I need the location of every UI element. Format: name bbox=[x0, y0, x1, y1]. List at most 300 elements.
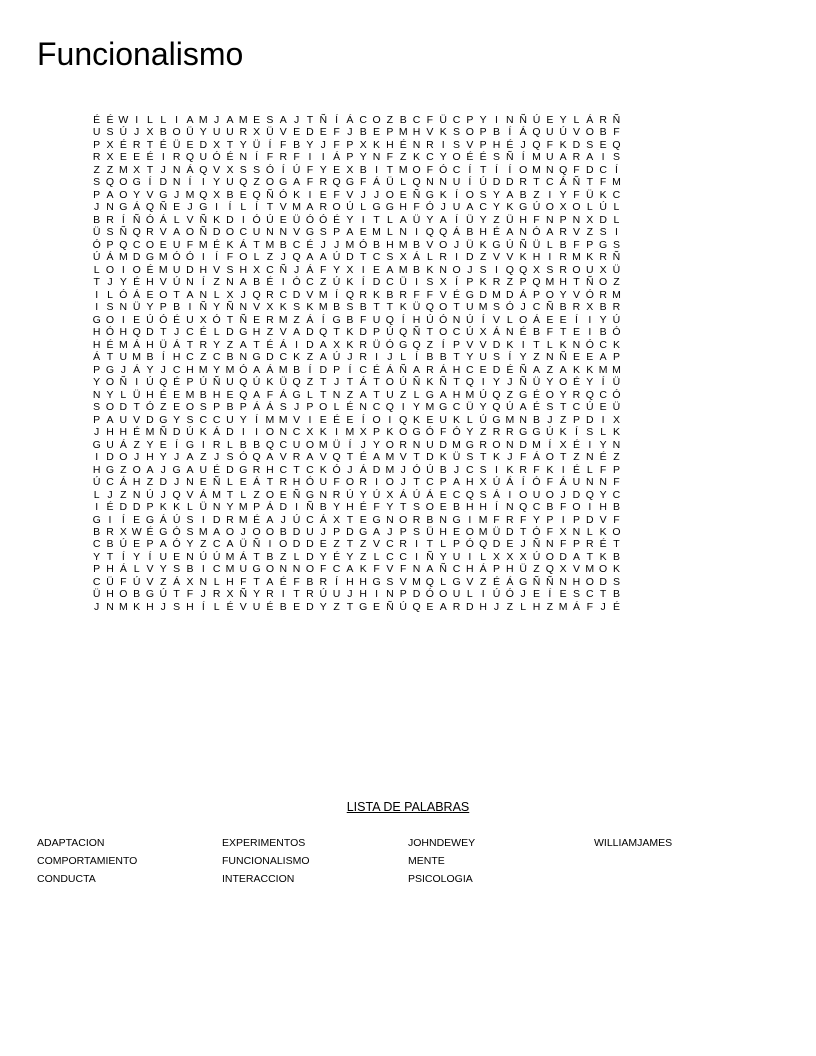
grid-letter: O bbox=[159, 288, 168, 301]
grid-letter: T bbox=[346, 513, 354, 526]
grid-letter: C bbox=[586, 588, 594, 601]
grid-letter: L bbox=[400, 176, 407, 189]
grid-letter: V bbox=[133, 413, 141, 426]
grid-letter: Í bbox=[615, 163, 618, 176]
grid-letter: Q bbox=[519, 263, 528, 276]
grid-letter: M bbox=[118, 600, 128, 613]
grid-letter: É bbox=[266, 276, 274, 289]
grid-letter: X bbox=[146, 126, 154, 139]
grid-letter: É bbox=[493, 575, 501, 588]
grid-letter: Ú bbox=[399, 376, 407, 389]
grid-letter: Í bbox=[548, 588, 552, 601]
grid-letter: É bbox=[146, 525, 154, 538]
grid-letter: L bbox=[546, 238, 553, 251]
grid-letter: J bbox=[107, 488, 113, 501]
grid-letter: Q bbox=[559, 163, 568, 176]
grid-letter: F bbox=[546, 138, 554, 151]
grid-letter: R bbox=[92, 151, 101, 164]
grid-letter: R bbox=[332, 488, 341, 501]
grid-letter: B bbox=[319, 501, 327, 514]
grid-letter: C bbox=[212, 563, 221, 576]
grid-letter: Ñ bbox=[546, 575, 554, 588]
grid-letter: K bbox=[173, 501, 181, 514]
grid-letter: Á bbox=[279, 338, 287, 351]
grid-letter: T bbox=[559, 401, 567, 414]
grid-row bbox=[90, 439, 730, 451]
grid-letter: M bbox=[198, 363, 208, 376]
grid-letter: F bbox=[280, 138, 287, 151]
grid-letter: Ó bbox=[212, 313, 221, 326]
grid-letter: Y bbox=[559, 188, 567, 201]
grid-letter: Z bbox=[546, 363, 554, 376]
grid-letter: I bbox=[481, 376, 485, 389]
grid-letter: Ú bbox=[479, 388, 487, 401]
grid-letter: Q bbox=[239, 176, 248, 189]
grid-letter: R bbox=[319, 201, 328, 214]
grid-letter: B bbox=[359, 301, 367, 314]
grid-letter: Z bbox=[333, 538, 340, 551]
grid-letter: Ü bbox=[132, 388, 141, 401]
grid-letter: L bbox=[240, 488, 247, 501]
grid-letter: G bbox=[452, 575, 461, 588]
grid-letter: Q bbox=[612, 138, 621, 151]
grid-letter: E bbox=[119, 151, 127, 164]
grid-letter: M bbox=[398, 263, 408, 276]
grid-letter: Q bbox=[385, 313, 394, 326]
grid-letter: Z bbox=[493, 213, 500, 226]
grid-letter: É bbox=[612, 600, 620, 613]
grid-letter: S bbox=[586, 138, 594, 151]
word-list-item: COMPORTAMIENTO bbox=[37, 855, 138, 867]
grid-letter: Í bbox=[188, 176, 192, 189]
grid-letter: Á bbox=[532, 313, 540, 326]
grid-letter: É bbox=[279, 575, 287, 588]
grid-letter: Y bbox=[159, 563, 167, 576]
grid-letter: Z bbox=[293, 313, 300, 326]
grid-letter: F bbox=[360, 313, 367, 326]
grid-letter: Ñ bbox=[519, 376, 527, 389]
grid-letter: O bbox=[572, 263, 581, 276]
grid-letter: L bbox=[213, 288, 220, 301]
grid-letter: O bbox=[185, 401, 195, 414]
grid-letter: A bbox=[106, 188, 114, 201]
grid-letter: I bbox=[375, 476, 379, 489]
grid-letter: O bbox=[492, 438, 501, 451]
grid-letter: X bbox=[399, 251, 407, 264]
grid-letter: J bbox=[440, 201, 446, 214]
grid-letter: X bbox=[599, 263, 607, 276]
grid-letter: Y bbox=[106, 388, 114, 401]
grid-letter: L bbox=[147, 114, 153, 126]
grid-letter: K bbox=[279, 301, 287, 314]
grid-letter: I bbox=[468, 550, 472, 563]
grid-letter: X bbox=[253, 126, 261, 139]
grid-letter: Ñ bbox=[412, 326, 421, 339]
grid-letter: M bbox=[185, 188, 195, 201]
grid-letter: P bbox=[612, 463, 620, 476]
grid-letter: T bbox=[226, 488, 234, 501]
grid-letter: Q bbox=[465, 376, 474, 389]
grid-letter: P bbox=[466, 114, 474, 126]
grid-letter: E bbox=[186, 138, 194, 151]
grid-letter: I bbox=[481, 588, 485, 601]
grid-letter: Ú bbox=[319, 588, 328, 601]
grid-letter: B bbox=[199, 388, 207, 401]
grid-letter: É bbox=[253, 513, 261, 526]
grid-letter: T bbox=[413, 476, 420, 489]
grid-letter: A bbox=[226, 114, 234, 126]
grid-letter: F bbox=[426, 114, 434, 126]
grid-letter: K bbox=[359, 563, 367, 576]
grid-letter: U bbox=[226, 413, 234, 426]
grid-letter: Á bbox=[133, 338, 141, 351]
grid-letter: T bbox=[293, 463, 300, 476]
grid-letter: Ñ bbox=[212, 476, 221, 489]
grid-letter: Z bbox=[320, 276, 327, 289]
grid-letter: T bbox=[453, 376, 460, 389]
grid-letter: T bbox=[186, 338, 194, 351]
grid-letter: Ü bbox=[199, 501, 208, 514]
grid-letter: R bbox=[479, 438, 487, 451]
grid-letter: Q bbox=[319, 326, 328, 339]
grid-letter: H bbox=[146, 388, 154, 401]
grid-letter: G bbox=[292, 388, 301, 401]
grid-letter: Q bbox=[105, 176, 115, 189]
grid-letter: Y bbox=[479, 401, 487, 414]
grid-letter: E bbox=[453, 525, 461, 538]
grid-letter: Ñ bbox=[199, 301, 208, 314]
grid-letter: O bbox=[372, 413, 381, 426]
grid-letter: L bbox=[93, 488, 100, 501]
grid-letter: G bbox=[145, 251, 155, 264]
grid-letter: Ñ bbox=[132, 213, 141, 226]
grid-letter: K bbox=[426, 376, 434, 389]
grid-letter: B bbox=[93, 213, 101, 226]
grid-letter: K bbox=[479, 276, 487, 289]
grid-letter: N bbox=[519, 413, 527, 426]
word-list-item: JOHNDEWEY bbox=[408, 837, 476, 849]
grid-letter: O bbox=[612, 525, 621, 538]
grid-letter: M bbox=[238, 501, 248, 514]
grid-letter: C bbox=[306, 513, 314, 526]
grid-letter: T bbox=[373, 388, 380, 401]
grid-letter: H bbox=[572, 575, 581, 588]
grid-letter: C bbox=[279, 351, 288, 364]
grid-letter: K bbox=[506, 463, 514, 476]
grid-letter: A bbox=[306, 201, 314, 214]
grid-letter: Ú bbox=[466, 326, 474, 339]
grid-letter: C bbox=[532, 301, 541, 314]
grid-letter: F bbox=[546, 476, 554, 489]
grid-letter: O bbox=[439, 326, 448, 339]
grid-letter: K bbox=[599, 550, 607, 563]
grid-letter: H bbox=[466, 501, 474, 514]
grid-letter: R bbox=[212, 438, 221, 451]
grid-letter: H bbox=[452, 363, 461, 376]
grid-letter: Z bbox=[160, 575, 167, 588]
grid-letter: Y bbox=[346, 550, 354, 563]
grid-letter: Ó bbox=[172, 525, 181, 538]
grid-letter: Ó bbox=[505, 301, 514, 314]
grid-letter: A bbox=[186, 463, 194, 476]
grid-letter: Q bbox=[132, 326, 141, 339]
grid-letter: I bbox=[415, 538, 418, 551]
grid-letter: D bbox=[212, 513, 221, 526]
grid-letter: D bbox=[506, 525, 514, 538]
grid-letter: Ñ bbox=[586, 276, 594, 289]
grid-letter: L bbox=[160, 114, 167, 126]
grid-letter: E bbox=[293, 600, 301, 613]
grid-letter: V bbox=[279, 451, 287, 464]
grid-letter: T bbox=[320, 388, 327, 401]
grid-letter: E bbox=[426, 413, 434, 426]
grid-letter: Ñ bbox=[612, 251, 621, 264]
grid-letter: É bbox=[333, 213, 341, 226]
grid-letter: E bbox=[253, 114, 261, 126]
grid-row bbox=[90, 601, 730, 613]
grid-letter: C bbox=[212, 413, 221, 426]
grid-letter: Z bbox=[360, 538, 367, 551]
grid-letter: F bbox=[333, 476, 340, 489]
grid-letter: S bbox=[546, 263, 554, 276]
grid-letter: P bbox=[373, 426, 381, 439]
grid-letter: R bbox=[252, 463, 261, 476]
grid-letter: K bbox=[453, 413, 461, 426]
grid-letter: L bbox=[293, 550, 300, 563]
grid-letter: B bbox=[279, 238, 287, 251]
grid-letter: R bbox=[492, 276, 501, 289]
grid-letter: B bbox=[559, 301, 567, 314]
grid-letter: F bbox=[559, 538, 567, 551]
grid-letter: Ó bbox=[612, 388, 621, 401]
grid-letter: M bbox=[425, 401, 435, 414]
grid-letter: Q bbox=[519, 501, 528, 514]
grid-letter: Z bbox=[479, 426, 487, 439]
grid-letter: Q bbox=[119, 238, 128, 251]
grid-letter: U bbox=[252, 226, 261, 239]
grid-letter: C bbox=[292, 238, 301, 251]
grid-letter: S bbox=[466, 451, 474, 464]
grid-letter: G bbox=[452, 513, 461, 526]
grid-letter: É bbox=[572, 376, 580, 389]
grid-letter: C bbox=[306, 276, 314, 289]
grid-letter: D bbox=[586, 163, 594, 176]
grid-letter: E bbox=[546, 313, 554, 326]
grid-letter: G bbox=[145, 513, 155, 526]
grid-letter: O bbox=[265, 426, 275, 439]
grid-letter: Á bbox=[319, 513, 327, 526]
grid-letter: A bbox=[346, 226, 354, 239]
grid-letter: J bbox=[347, 126, 353, 139]
grid-letter: Q bbox=[545, 563, 554, 576]
grid-letter: P bbox=[559, 213, 567, 226]
grid-letter: U bbox=[572, 476, 581, 489]
grid-letter: C bbox=[386, 550, 394, 563]
grid-letter: U bbox=[199, 151, 208, 164]
grid-letter: G bbox=[345, 176, 354, 189]
grid-letter: F bbox=[373, 563, 380, 576]
grid-letter: Ó bbox=[172, 538, 181, 551]
grid-letter: P bbox=[479, 138, 487, 151]
grid-letter: J bbox=[453, 238, 460, 251]
grid-letter: X bbox=[226, 163, 234, 176]
grid-letter: Í bbox=[321, 313, 325, 326]
grid-letter: I bbox=[375, 163, 379, 176]
grid-letter: F bbox=[333, 138, 340, 151]
grid-letter: D bbox=[199, 138, 208, 151]
grid-letter: T bbox=[266, 201, 274, 214]
grid-letter: C bbox=[239, 226, 248, 239]
grid-letter: H bbox=[492, 138, 501, 151]
grid-letter: C bbox=[532, 501, 541, 514]
grid-letter: G bbox=[519, 201, 528, 214]
grid-letter: K bbox=[346, 338, 354, 351]
grid-letter: Í bbox=[441, 338, 445, 351]
grid-letter: Q bbox=[425, 226, 434, 239]
grid-letter: K bbox=[319, 426, 327, 439]
grid-letter: Z bbox=[613, 451, 620, 464]
grid-letter: G bbox=[305, 226, 314, 239]
grid-letter: J bbox=[400, 476, 406, 489]
grid-letter: Á bbox=[373, 176, 381, 189]
grid-letter: Ó bbox=[172, 251, 181, 264]
grid-row bbox=[90, 476, 730, 488]
grid-letter: D bbox=[599, 213, 607, 226]
grid-letter: L bbox=[400, 351, 407, 364]
grid-letter: M bbox=[265, 238, 275, 251]
grid-letter: P bbox=[333, 525, 341, 538]
grid-letter: Ñ bbox=[532, 575, 541, 588]
grid-letter: Y bbox=[479, 213, 487, 226]
grid-letter: Y bbox=[493, 376, 501, 389]
grid-letter: R bbox=[212, 588, 221, 601]
grid-letter: H bbox=[119, 326, 128, 339]
grid-letter: H bbox=[466, 563, 474, 576]
grid-letter: Y bbox=[586, 376, 594, 389]
grid-letter: A bbox=[253, 363, 261, 376]
grid-letter: C bbox=[599, 338, 607, 351]
grid-letter: O bbox=[119, 176, 128, 189]
grid-letter: F bbox=[546, 525, 554, 538]
grid-letter: A bbox=[506, 226, 514, 239]
grid-letter: L bbox=[440, 575, 447, 588]
grid-letter: É bbox=[346, 401, 354, 414]
grid-letter: S bbox=[493, 351, 501, 364]
grid-letter: K bbox=[413, 151, 421, 164]
grid-letter: F bbox=[533, 213, 540, 226]
grid-letter: B bbox=[173, 301, 181, 314]
grid-letter: F bbox=[533, 463, 540, 476]
grid-letter: J bbox=[240, 525, 246, 538]
grid-letter: F bbox=[519, 513, 527, 526]
grid-letter: A bbox=[399, 213, 407, 226]
grid-letter: O bbox=[319, 401, 328, 414]
grid-letter: Ñ bbox=[119, 226, 128, 239]
grid-letter: S bbox=[279, 401, 287, 414]
grid-letter: A bbox=[266, 575, 274, 588]
grid-letter: S bbox=[572, 588, 580, 601]
grid-letter: D bbox=[132, 501, 141, 514]
grid-letter: G bbox=[159, 525, 168, 538]
grid-letter: J bbox=[520, 588, 526, 601]
grid-letter: T bbox=[173, 588, 180, 601]
grid-letter: Y bbox=[213, 363, 221, 376]
grid-letter: M bbox=[198, 525, 208, 538]
grid-letter: S bbox=[413, 525, 421, 538]
grid-letter: J bbox=[373, 188, 380, 201]
grid-letter: E bbox=[159, 238, 167, 251]
grid-letter: G bbox=[425, 188, 434, 201]
grid-letter: Y bbox=[319, 600, 327, 613]
grid-letter: E bbox=[359, 513, 367, 526]
grid-row bbox=[90, 276, 730, 288]
grid-letter: D bbox=[586, 413, 594, 426]
grid-letter: C bbox=[132, 238, 141, 251]
grid-letter: Ú bbox=[119, 126, 128, 139]
grid-letter: Ú bbox=[186, 426, 194, 439]
grid-letter: G bbox=[465, 288, 474, 301]
grid-letter: T bbox=[320, 376, 327, 389]
grid-letter: X bbox=[133, 163, 141, 176]
grid-letter: E bbox=[439, 501, 447, 514]
grid-letter: Z bbox=[506, 276, 514, 289]
grid-letter: Ú bbox=[399, 600, 407, 613]
grid-letter: F bbox=[386, 151, 394, 164]
grid-letter: U bbox=[452, 176, 461, 189]
grid-letter: D bbox=[159, 476, 168, 489]
grid-letter: E bbox=[599, 138, 607, 151]
grid-letter: Ú bbox=[252, 376, 261, 389]
grid-letter: M bbox=[265, 413, 275, 426]
grid-letter: C bbox=[452, 163, 461, 176]
grid-row bbox=[90, 464, 730, 476]
grid-letter: S bbox=[386, 251, 394, 264]
grid-letter: T bbox=[333, 326, 340, 339]
grid-letter: O bbox=[305, 563, 314, 576]
grid-letter: L bbox=[107, 288, 113, 301]
grid-letter: M bbox=[612, 288, 621, 301]
grid-letter: N bbox=[359, 401, 368, 414]
grid-letter: U bbox=[546, 151, 554, 164]
grid-letter: Z bbox=[106, 163, 114, 176]
grid-letter: Z bbox=[479, 251, 487, 264]
grid-letter: M bbox=[185, 388, 195, 401]
grid-letter: P bbox=[519, 276, 527, 289]
grid-letter: Ú bbox=[492, 588, 501, 601]
grid-letter: I bbox=[95, 451, 99, 464]
grid-letter: Ú bbox=[266, 213, 274, 226]
grid-letter: B bbox=[226, 188, 234, 201]
grid-letter: F bbox=[293, 151, 300, 164]
grid-letter: I bbox=[308, 151, 312, 164]
grid-letter: C bbox=[186, 351, 194, 364]
grid-letter: F bbox=[240, 575, 247, 588]
grid-letter: I bbox=[135, 376, 139, 389]
grid-letter: F bbox=[266, 388, 274, 401]
grid-letter: O bbox=[132, 263, 141, 276]
grid-letter: X bbox=[559, 438, 567, 451]
grid-letter: H bbox=[106, 588, 114, 601]
grid-letter: J bbox=[560, 488, 566, 501]
grid-letter: I bbox=[268, 538, 272, 551]
grid-letter: J bbox=[520, 138, 526, 151]
grid-letter: Ó bbox=[532, 226, 541, 239]
grid-letter: A bbox=[319, 251, 327, 264]
grid-letter: O bbox=[305, 438, 314, 451]
grid-letter: Y bbox=[466, 351, 474, 364]
grid-letter: Ñ bbox=[306, 501, 314, 514]
grid-letter: B bbox=[293, 138, 301, 151]
